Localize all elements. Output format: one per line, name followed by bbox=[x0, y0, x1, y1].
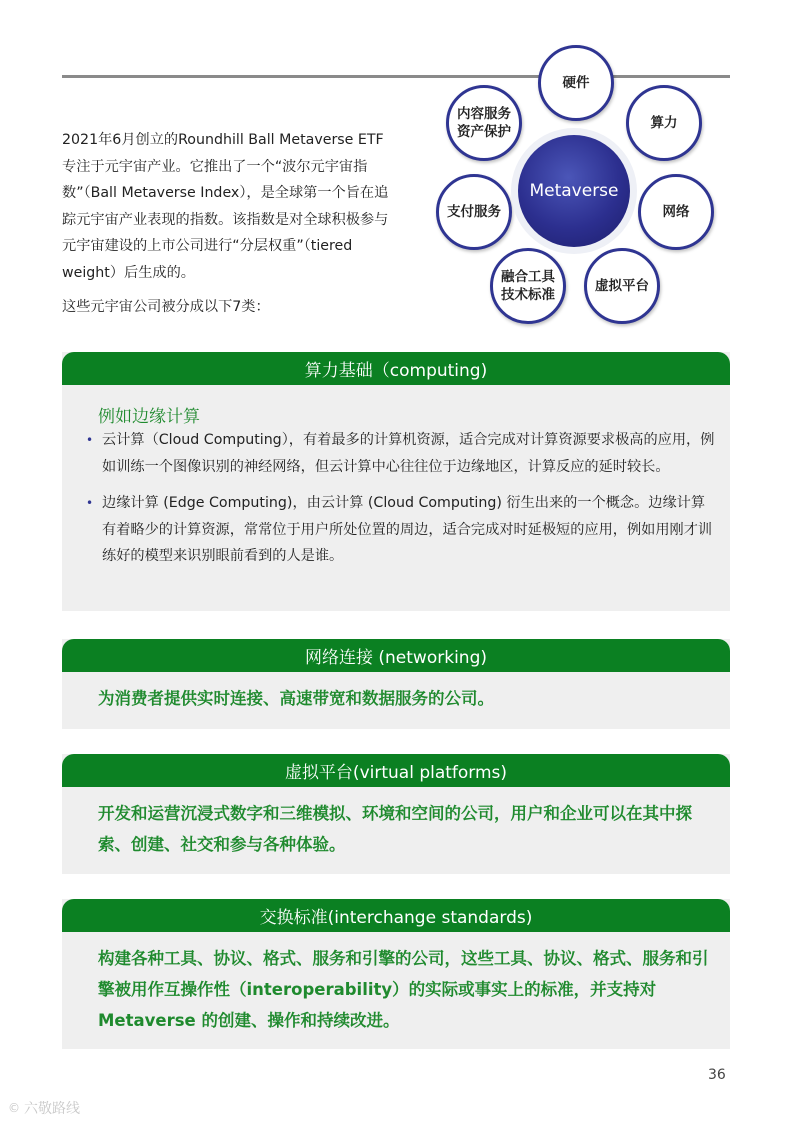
intro-categories-line: 这些元宇宙公司被分成以下7类： bbox=[62, 299, 270, 315]
bullet-icon: • bbox=[86, 496, 94, 510]
section-body: 为消费者提供实时连接、高速带宽和数据服务的公司。 bbox=[98, 689, 494, 708]
node-content-services: 内容服务 资产保护 bbox=[446, 85, 522, 161]
section-header: 网络连接 (networking) bbox=[62, 639, 730, 672]
watermark bbox=[8, 1098, 80, 1118]
bullet-icon: • bbox=[86, 433, 94, 447]
node-payment-services: 支付服务 bbox=[436, 174, 512, 250]
node-network: 网络 bbox=[638, 174, 714, 250]
metaverse-center: Metaverse bbox=[518, 135, 630, 247]
section-virtual-platforms bbox=[62, 754, 730, 874]
node-hardware: 硬件 bbox=[538, 45, 614, 121]
bullet-list bbox=[86, 427, 716, 580]
section-header: 虚拟平台(virtual platforms) bbox=[62, 754, 730, 787]
node-computing: 算力 bbox=[626, 85, 702, 161]
section-subtitle: 例如边缘计算 bbox=[98, 407, 200, 427]
watermark-text: 六敬路线 bbox=[24, 1101, 80, 1117]
section-interchange-standards bbox=[62, 899, 730, 1049]
node-integration-tools: 融合工具 技术标准 bbox=[490, 248, 566, 324]
section-body: 开发和运营沉浸式数字和三维模拟、环境和空间的公司，用户和企业可以在其中探索、创建、社交和参与各种体验。 bbox=[98, 804, 692, 854]
intro-text bbox=[62, 127, 392, 321]
intro-paragraph: 2021年6月创立的Roundhill Ball Metaverse ETF专注于元宇宙产业。它推出了一个“波尔元宇宙指数”（Ball Metaverse Index），是全球第一个旨在追踪元宇宙产业表现的指数。该指数是对全球积极参与元宇宙建设的上市公司进行“分层权重”（tiered weight）后生成的。 bbox=[62, 132, 389, 281]
section-header: 交换标准(interchange standards) bbox=[62, 899, 730, 932]
list-item-text: 云计算（Cloud Computing），有着最多的计算机资源，适合完成对计算资源要求极高的应用，例如训练一个图像识别的神经网络，但云计算中心往往位于边缘地区，计算反应的延时较长。 bbox=[102, 432, 715, 475]
metaverse-diagram bbox=[428, 40, 728, 340]
watermark-logo-icon: © bbox=[8, 1101, 20, 1115]
list-item-text: 边缘计算 (Edge Computing)，由云计算 (Cloud Computing) 衍生出来的一个概念。边缘计算有着略少的计算资源，常常位于用户所处位置的周边，适合完成对时延极短的应用，例如用刚才训练好的模型来识别眼前看到的人是谁。 bbox=[102, 495, 713, 564]
section-networking bbox=[62, 639, 730, 729]
section-computing bbox=[62, 352, 730, 611]
section-body: 构建各种工具、协议、格式、服务和引擎的公司，这些工具、协议、格式、服务和引擎被用作互操作性（interoperability）的实际或事实上的标准，并支持对 Metaverse 的创建、操作和持续改进。 bbox=[98, 949, 709, 1030]
section-header: 算力基础（computing) bbox=[62, 352, 730, 385]
list-item bbox=[86, 427, 716, 480]
page-number: 36 bbox=[708, 1067, 726, 1083]
list-item bbox=[86, 490, 716, 570]
node-virtual-platform: 虚拟平台 bbox=[584, 248, 660, 324]
